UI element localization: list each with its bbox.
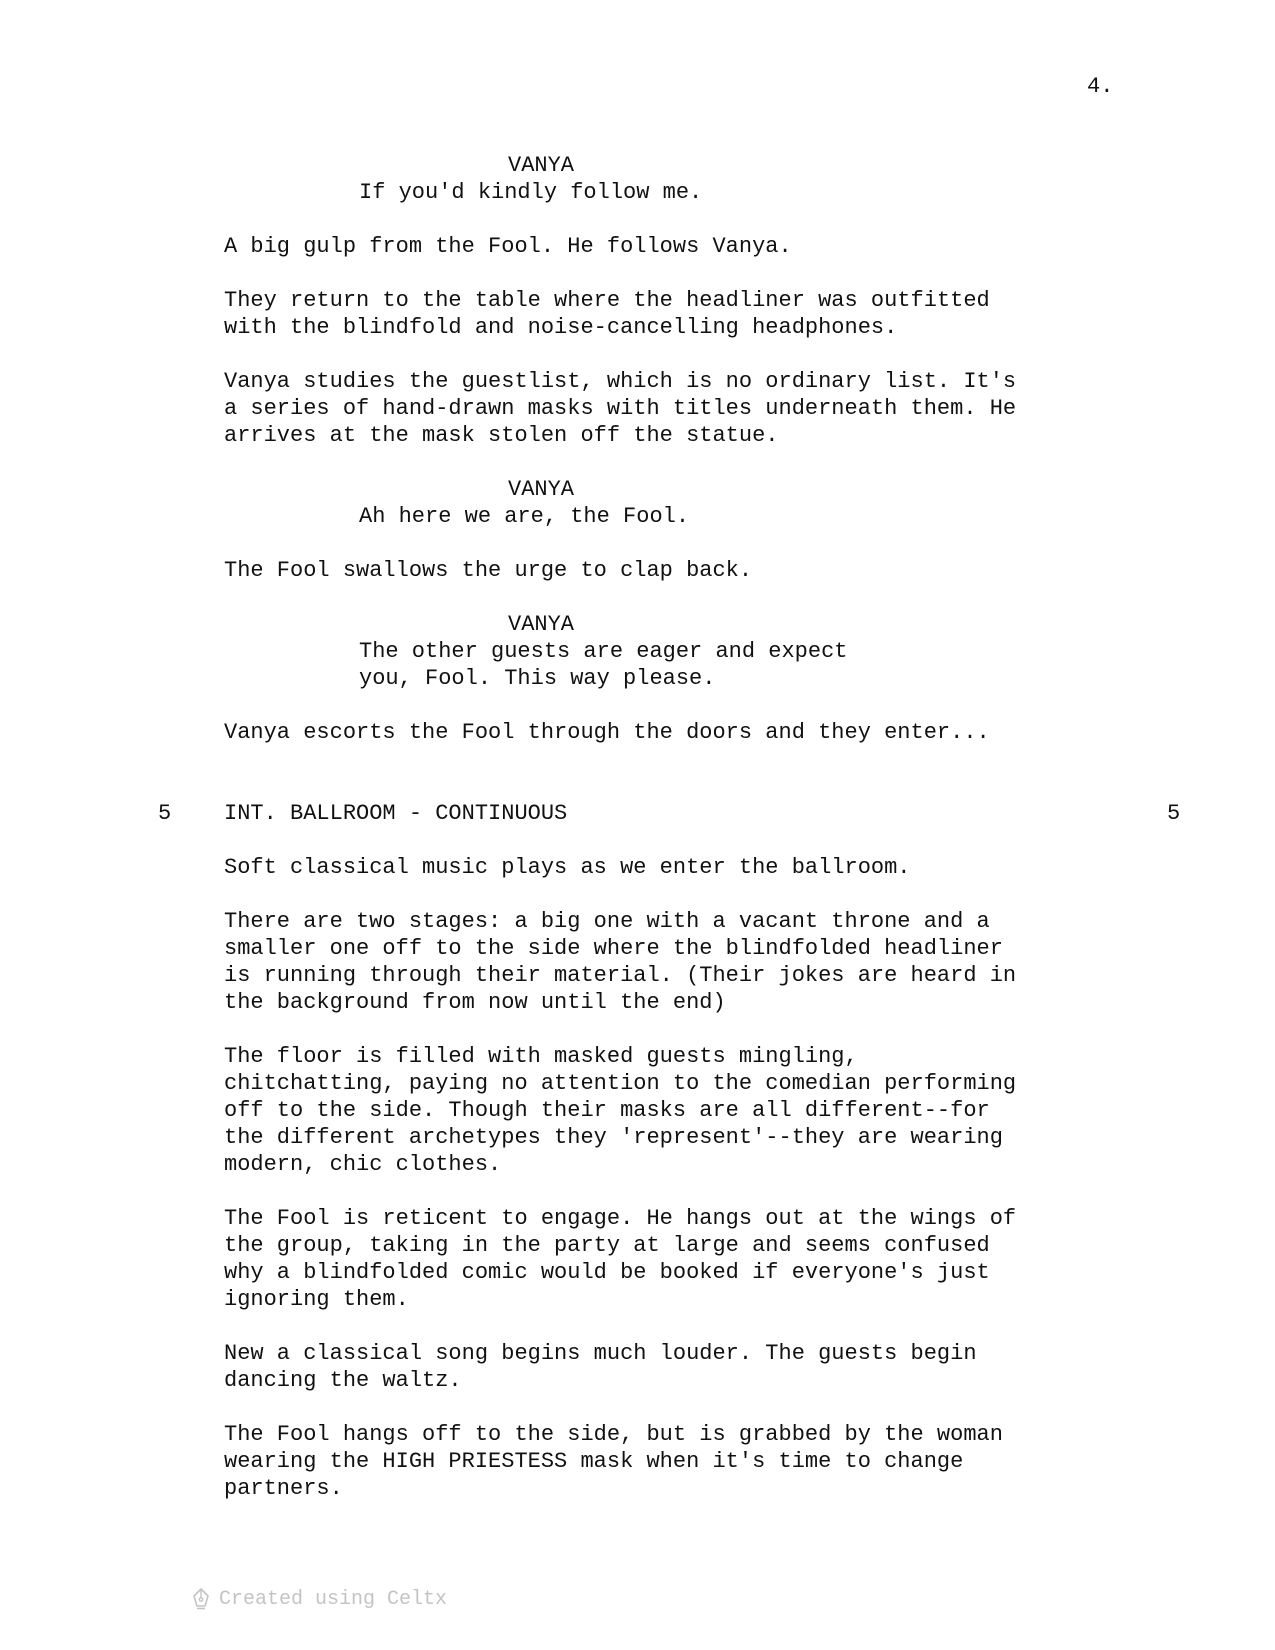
celtx-footer <box>191 1584 447 1614</box>
action-line: The Fool hangs off to the side, but is grabbed by the woman <box>224 1422 1003 1447</box>
action-line: the background from now until the end) <box>224 990 726 1015</box>
action-line: wearing the HIGH PRIESTESS mask when it's time to change <box>224 1449 964 1474</box>
action-line: modern, chic clothes. <box>224 1152 502 1177</box>
action-line: is running through their material. (Their jokes are heard in <box>224 963 1017 988</box>
action-line: A big gulp from the Fool. He follows Vanya. <box>224 234 792 259</box>
action-line: dancing the waltz. <box>224 1368 462 1393</box>
action-line: The Fool is reticent to engage. He hangs out at the wings of <box>224 1206 1017 1231</box>
action-line: the group, taking in the party at large and seems confused <box>224 1233 990 1258</box>
action-line: smaller one off to the side where the blindfolded headliner <box>224 936 1003 961</box>
action-line: ignoring them. <box>224 1287 409 1312</box>
scene-heading <box>0 800 1275 827</box>
dialogue-line: Ah here we are, the Fool. <box>359 504 690 529</box>
action-line: The floor is filled with masked guests mingling, <box>224 1044 858 1069</box>
pen-nib-icon <box>191 1587 211 1611</box>
scene-heading-text: INT. BALLROOM - CONTINUOUS <box>224 801 568 826</box>
scene-number-right: 5 <box>1167 801 1181 826</box>
action-line: Soft classical music plays as we enter the ballroom. <box>224 855 911 880</box>
action-line: Vanya studies the guestlist, which is no ordinary list. It's <box>224 369 1017 394</box>
script-content <box>0 152 1275 1502</box>
scene-number-left: 5 <box>158 801 172 826</box>
page-number: 4. <box>1087 74 1114 99</box>
action-line: why a blindfolded comic would be booked if everyone's just <box>224 1260 990 1285</box>
action-line: partners. <box>224 1476 343 1501</box>
action-line: New a classical song begins much louder. The guests begin <box>224 1341 977 1366</box>
character-name: VANYA <box>508 477 575 502</box>
action-line: chitchatting, paying no attention to the comedian performing <box>224 1071 1017 1096</box>
character-name: VANYA <box>508 612 575 637</box>
action-line: The Fool swallows the urge to clap back. <box>224 558 753 583</box>
action-line: Vanya escorts the Fool through the doors and they enter... <box>224 720 990 745</box>
footer-text: Created using Celtx <box>219 1587 448 1611</box>
action-line: They return to the table where the headliner was outfitted <box>224 288 990 313</box>
dialogue-line: you, Fool. This way please. <box>359 666 716 691</box>
action-line: the different archetypes they 'represent'--they are wearing <box>224 1125 1003 1150</box>
action-line: with the blindfold and noise-cancelling headphones. <box>224 315 898 340</box>
dialogue-line: If you'd kindly follow me. <box>359 180 703 205</box>
action-line: a series of hand-drawn masks with titles underneath them. He <box>224 396 1017 421</box>
character-name: VANYA <box>508 153 575 178</box>
action-line: arrives at the mask stolen off the statue. <box>224 423 779 448</box>
action-line: There are two stages: a big one with a vacant throne and a <box>224 909 990 934</box>
action-line: off to the side. Though their masks are all different--for <box>224 1098 990 1123</box>
dialogue-line: The other guests are eager and expect <box>359 639 848 664</box>
